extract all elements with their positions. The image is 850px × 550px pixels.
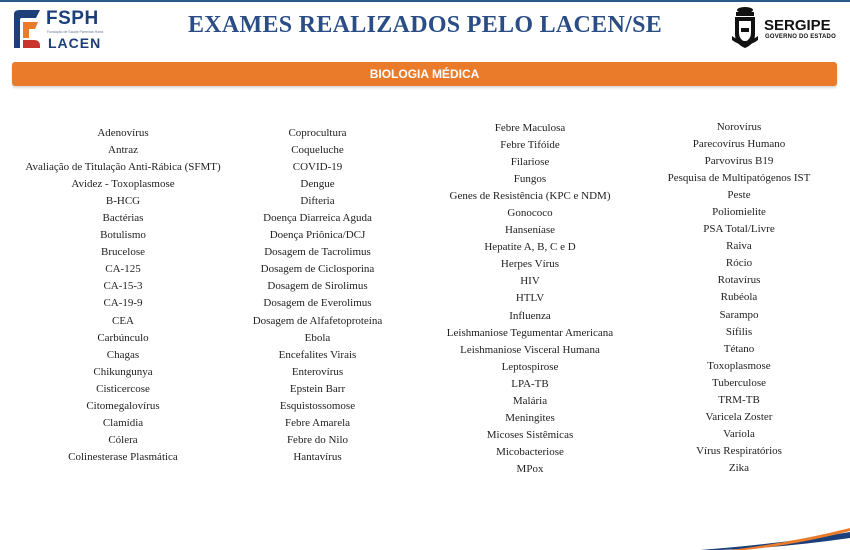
exam-item: Dosagem de Everolimus (263, 297, 372, 310)
exam-item: Influenza (509, 309, 551, 322)
exam-item: Encefalites Virais (278, 348, 357, 361)
sergipe-crest-icon (730, 6, 760, 50)
section-title: BIOLOGIA MÉDICA (369, 67, 480, 81)
exam-item: B-HCG (105, 195, 141, 208)
exam-item: Dengue (300, 178, 335, 191)
exam-item: COVID-19 (292, 161, 343, 174)
exam-item: Fungos (513, 173, 547, 186)
exam-item: Micobacteriose (496, 445, 564, 458)
exam-item: Hepatite A, B, C e D (484, 241, 576, 254)
exam-item: Sífilis (725, 325, 753, 338)
exam-item: Meningites (505, 411, 555, 424)
lacen-logo-text: LACEN (48, 35, 102, 51)
exam-item: Cisticercose (96, 382, 150, 395)
exam-item: Filariose (510, 156, 550, 169)
exam-item: Varicela Zoster (705, 410, 773, 423)
exam-item: Poliomielite (712, 206, 766, 219)
exam-column-4 (640, 119, 838, 477)
fsph-logo-icon (10, 8, 46, 50)
exam-item: CEA (112, 314, 134, 327)
exam-item: Rubéola (720, 291, 758, 304)
exam-item: CA-15-3 (103, 280, 143, 293)
exam-item: Difteria (300, 195, 335, 208)
exam-item: Carbúnculo (97, 331, 149, 344)
exam-item: Gonococo (507, 207, 553, 220)
exam-item: Pesquisa de Multipatógenos IST (667, 172, 811, 185)
exam-item: Chagas (106, 348, 140, 361)
exam-item: Vírus Respiratórios (696, 444, 782, 457)
exam-item: HIV (520, 275, 540, 288)
exam-item: Epstein Barr (289, 382, 346, 395)
footer-swoosh-decoration (700, 528, 850, 550)
exam-item: PSA Total/Livre (703, 223, 775, 236)
exam-item: Leishmaniose Tegumentar Americana (446, 326, 614, 339)
exam-item: Febre Tifóide (500, 139, 560, 152)
exam-item: Cólera (108, 433, 138, 446)
exam-item: Avaliação de Titulação Anti-Rábica (SFMT) (25, 161, 221, 174)
exam-item: Doença Diarreica Aguda (263, 212, 372, 225)
exam-item: Febre do Nilo (286, 433, 349, 446)
exam-column-2 (230, 125, 405, 466)
exam-item: Parvovírus B19 (704, 155, 774, 168)
exam-item: Zika (728, 461, 750, 474)
exam-item: LPA-TB (511, 377, 549, 390)
exam-item: Coqueluche (291, 144, 344, 157)
exam-item: Clamídia (102, 416, 144, 429)
exam-item: Genes de Resistência (KPC e NDM) (449, 190, 611, 203)
exam-column-3 (425, 120, 635, 478)
exam-item: Rócio (725, 257, 753, 270)
exam-item: Toxoplasmose (707, 359, 771, 372)
exam-item: Antraz (108, 144, 138, 157)
exam-item: Tuberculose (712, 376, 766, 389)
exam-item: Febre Amarela (284, 416, 351, 429)
page-title: EXAMES REALIZADOS PELO LACEN/SE (187, 12, 663, 38)
exam-item: Dosagem de Ciclosporina (260, 263, 375, 276)
exam-item: Herpes Vírus (500, 258, 560, 271)
fsph-logo (10, 6, 110, 52)
exam-item: Hanseníase (504, 224, 556, 237)
exam-item: Malária (512, 394, 548, 407)
exam-item: Leishmaniose Visceral Humana (460, 343, 600, 356)
exam-item: Adenovírus (97, 127, 149, 139)
exam-item: Raiva (726, 240, 752, 253)
sergipe-logo-text: SERGIPE (764, 17, 831, 34)
exam-item: Rotavírus (717, 274, 761, 287)
exam-item: Parecovírus Humano (692, 138, 786, 151)
exam-item: Chikungunya (93, 365, 153, 378)
exam-item: Bactérias (102, 212, 144, 225)
exam-item: Febre Maculosa (494, 122, 566, 134)
exam-item: Sarampo (719, 308, 759, 321)
exam-item: Esquistossomose (279, 399, 356, 412)
sergipe-logo-subtext: GOVERNO DO ESTADO (765, 34, 836, 40)
section-banner (12, 62, 837, 86)
exam-item: Colinesterase Plasmática (68, 450, 178, 463)
exam-item: TRM-TB (718, 393, 760, 406)
exam-column-1 (8, 125, 238, 466)
fsph-logo-tagline: Fundação de Saúde Parreiras Horta (47, 30, 104, 34)
exam-item: Dosagem de Sirolimus (267, 280, 368, 293)
exam-item: Micoses Sistêmicas (486, 428, 574, 441)
exam-item: Hantavírus (293, 450, 342, 463)
exam-item: Botulismo (100, 229, 146, 242)
exam-item: Leptospirose (501, 360, 559, 373)
exam-item: Doença Priônica/DCJ (269, 229, 366, 242)
exam-item: Peste (727, 189, 751, 202)
exam-item: Citomegalovírus (86, 399, 160, 412)
exam-item: Dosagem de Tacrolimus (264, 246, 371, 259)
exam-item: CA-19-9 (103, 297, 143, 310)
exam-item: CA-125 (105, 263, 141, 276)
exam-item: Coprocultura (288, 127, 347, 139)
exam-item: MPox (516, 462, 544, 475)
top-rule (0, 0, 850, 2)
exam-item: Tétano (723, 342, 755, 355)
fsph-logo-text: FSPH (46, 8, 99, 29)
exam-item: Avidez - Toxoplasmose (71, 178, 175, 191)
exam-item: HTLV (515, 292, 545, 305)
exam-item: Brucelose (101, 246, 145, 259)
exam-item: Norovírus (716, 121, 762, 133)
sergipe-logo (728, 6, 840, 52)
exam-item: Ebola (304, 331, 331, 344)
exam-item: Dosagem de Alfafetoproteína (252, 314, 383, 327)
exam-item: Varíola (723, 427, 755, 440)
exam-item: Enterovírus (291, 365, 344, 378)
